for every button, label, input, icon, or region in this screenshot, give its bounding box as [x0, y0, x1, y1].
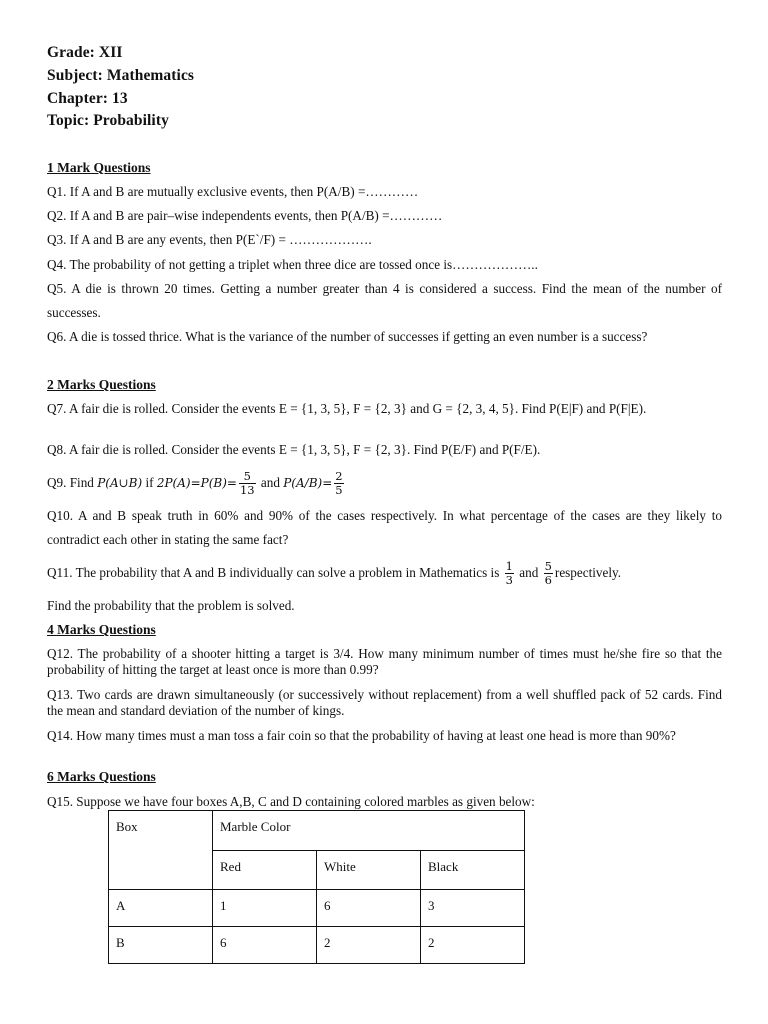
q11-tail: respectively. [554, 565, 622, 580]
q11-fraction-5-6 [544, 560, 553, 587]
white-column-header: White [317, 850, 421, 890]
question-15: Q15. Suppose we have four boxes A,B, C and D containing colored marbles as given below: [47, 794, 535, 809]
fraction-numerator: 1 [505, 559, 513, 574]
q11-fraction-1-3 [505, 560, 514, 587]
question-3: Q3. If A and B are any events, then P(E`/F) = ………………. [47, 232, 372, 247]
table-cell: 3 [421, 890, 525, 927]
q9-fraction-5-13 [239, 470, 256, 497]
question-11-line-2: Find the probability that the problem is solved. [47, 598, 295, 613]
question-9 [47, 466, 722, 500]
q9-if-word: if [145, 475, 154, 490]
table-cell: 2 [421, 927, 525, 964]
fraction-denominator: 5 [335, 483, 343, 498]
fraction-numerator: 5 [239, 470, 256, 484]
box-cell: A [109, 890, 213, 927]
black-column-header: Black [421, 850, 525, 890]
table-row [109, 890, 525, 927]
q9-lead: Q9. Find [47, 475, 94, 490]
table-cell: 6 [213, 927, 317, 964]
q9-conditional-expression: P(A/B)= [283, 476, 333, 490]
question-5: Q5. A die is thrown 20 times. Getting a number greater than 4 is considered a success. Find the mean of the number of successes. [47, 281, 722, 320]
q9-and-word: and [260, 475, 280, 490]
box-header-cell: Box [109, 811, 213, 890]
table-cell: 1 [213, 890, 317, 927]
box-cell: B [109, 927, 213, 964]
fraction-numerator: 5 [544, 559, 552, 574]
question-2: Q2. If A and B are pair–wise independents events, then P(A/B) =………… [47, 208, 443, 223]
section-6-marks: 6 Marks Questions [47, 769, 156, 784]
table-row [109, 927, 525, 964]
question-7: Q7. A fair die is rolled. Consider the events E = {1, 3, 5}, F = {2, 3} and G = {2, 3, 4, 5}. Find P(E|F) and P(F|E). [47, 401, 647, 416]
q11-lead: Q11. The probability that A and B individually can solve a problem in Mathematics is [47, 565, 500, 580]
question-12: Q12. The probability of a shooter hitting a target is 3/4. How many minimum number of times must he/she fire so that the probability of hitting the target at least once is more than 0.99? [47, 646, 722, 677]
question-1: Q1. If A and B are mutually exclusive events, then P(A/B) =………… [47, 184, 419, 199]
question-11 [47, 556, 722, 590]
section-1-mark: 1 Mark Questions [47, 160, 151, 175]
question-6: Q6. A die is tossed thrice. What is the variance of the number of successes if getting an even number is a success? [47, 329, 648, 344]
red-column-header: Red [213, 850, 317, 890]
marbles-table [108, 810, 525, 964]
fraction-denominator: 3 [505, 573, 513, 588]
question-10: Q10. A and B speak truth in 60% and 90% of the cases respectively. In what percentage of the cases are they likely to contradict each other in stating the same fact? [47, 508, 722, 547]
question-13: Q13. Two cards are drawn simultaneously (or successively without replacement) from a well shuffled pack of 52 cards. Find the mean and standard deviation of the number of kings. [47, 687, 722, 718]
question-8: Q8. A fair die is rolled. Consider the events E = {1, 3, 5}, F = {2, 3}. Find P(E/F) and P(F/E). [47, 442, 541, 457]
subject-line: Subject: Mathematics [47, 67, 195, 84]
q9-condition-expression: 2P(A)=P(B)= [156, 476, 237, 490]
section-4-marks: 4 Marks Questions [47, 622, 156, 637]
chapter-line: Chapter: 13 [47, 90, 128, 107]
fraction-denominator: 13 [239, 483, 255, 498]
fraction-numerator: 2 [335, 469, 343, 484]
marble-color-header-cell: Marble Color [213, 811, 525, 851]
table-cell: 2 [317, 927, 421, 964]
q9-union-expression: P(A∪B) [97, 476, 143, 490]
fraction-denominator: 6 [544, 573, 552, 588]
question-4: Q4. The probability of not getting a triplet when three dice are tossed once is……………….. [47, 257, 538, 272]
grade-line: Grade: XII [47, 44, 123, 61]
topic-line: Topic: Probability [47, 112, 169, 129]
section-2-marks: 2 Marks Questions [47, 377, 156, 392]
table-row [109, 811, 525, 851]
question-14: Q14. How many times must a man toss a fair coin so that the probability of having at least one head is more than 90%? [47, 728, 676, 743]
q11-and-word: and [519, 565, 539, 580]
q9-fraction-2-5 [334, 470, 343, 497]
table-cell: 6 [317, 890, 421, 927]
